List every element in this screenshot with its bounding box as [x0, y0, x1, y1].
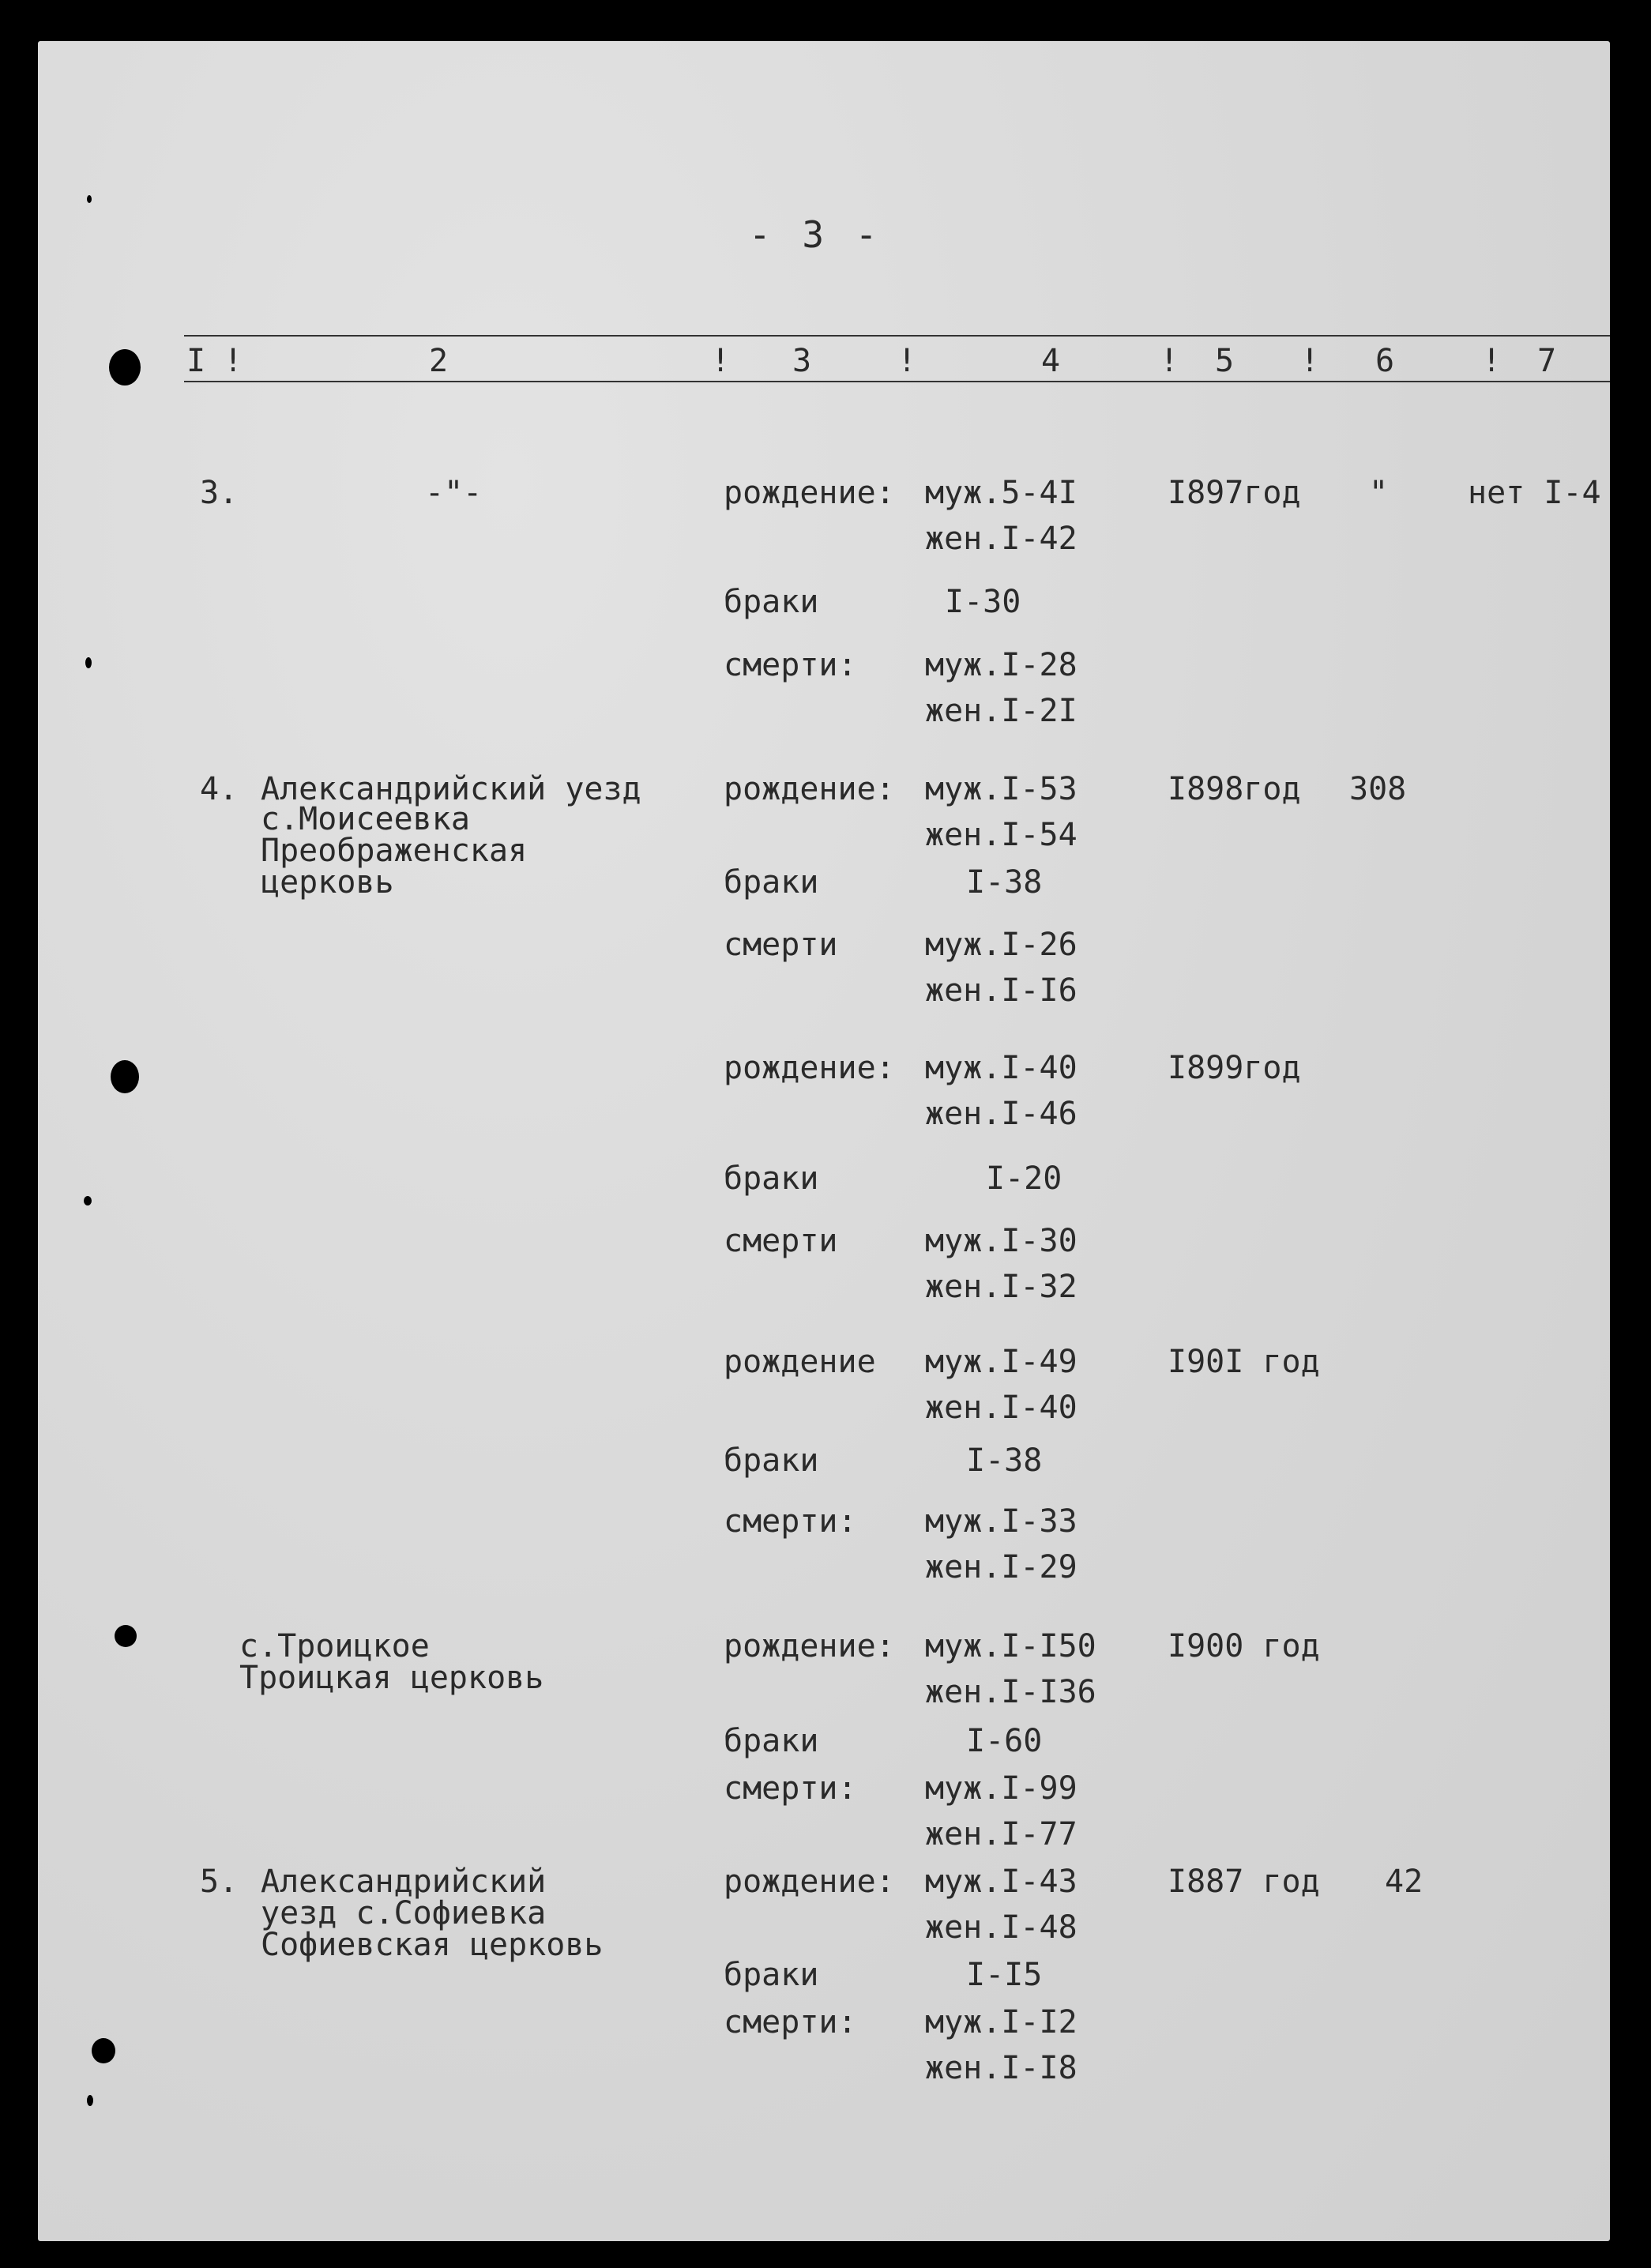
entry-3-birth-label: рождение:: [724, 475, 895, 511]
entry-4-1899-death-f: жен.I-32: [925, 1269, 1077, 1305]
entry-4-1901-death-m: муж.I-33: [925, 1503, 1077, 1540]
document-page: [38, 41, 1610, 2241]
punch-hole-mark: [92, 2038, 115, 2063]
entry-3-col7: нет I-4: [1468, 475, 1601, 511]
entry-4-1901-marr-label: браки: [724, 1442, 819, 1479]
punch-hole-mark: [87, 195, 92, 203]
entry-4-troitskoe-death-m: муж.I-99: [925, 1770, 1077, 1807]
entry-4-place-line2: с.Моисеевка: [261, 801, 470, 837]
punch-hole-mark: [115, 1625, 137, 1647]
header-sep: !: [711, 343, 731, 379]
entry-5-birth-m: муж.I-43: [925, 1864, 1077, 1900]
punch-hole-mark: [109, 349, 141, 386]
entry-3-col6: ": [1369, 475, 1389, 511]
entry-3-marr-val: I-30: [945, 584, 1021, 620]
entry-4-troitskoe-birth-label: рождение:: [724, 1628, 895, 1664]
entry-4-1898-birth-f: жен.I-54: [925, 817, 1077, 853]
entry-4-1899-death-m: муж.I-30: [925, 1223, 1077, 1259]
entry-3-number: 3.: [200, 475, 239, 511]
entry-4-1898-year: I898год: [1168, 771, 1301, 807]
header-sep: !: [224, 343, 243, 379]
punch-hole-mark: [84, 1196, 92, 1205]
entry-4-1898-col6: 308: [1349, 771, 1407, 807]
entry-3-birth-f: жен.I-42: [925, 521, 1077, 557]
entry-3-place: -"-: [425, 475, 483, 511]
entry-4-troitskoe-year: I900 год: [1168, 1628, 1320, 1664]
header-col-3: 3: [792, 343, 812, 379]
punch-hole-mark: [111, 1060, 139, 1093]
entry-3-death-label: смерти:: [724, 647, 857, 683]
entry-4-place-line1: Александрийский уезд: [261, 771, 641, 807]
entry-4-troitskoe-marr-label: браки: [724, 1723, 819, 1759]
entry-4-place-line4: церковь: [261, 864, 394, 901]
entry-4-1901-marr-val: I-38: [966, 1442, 1043, 1479]
entry-4-1899-birth-label: рождение:: [724, 1050, 895, 1086]
header-col-7: 7: [1537, 343, 1557, 379]
entry-5-marr-val: I-I5: [966, 1957, 1043, 1993]
entry-5-place-line1: Александрийский: [261, 1864, 547, 1900]
header-col-2: 2: [429, 343, 449, 379]
punch-hole-mark: [85, 657, 92, 668]
entry-4-troitskoe-marr-val: I-60: [966, 1723, 1043, 1759]
entry-3-death-m: муж.I-28: [925, 647, 1077, 683]
entry-4-troitskoe-birth-m: муж.I-I50: [925, 1628, 1096, 1664]
entry-4-1898-death-label: смерти: [724, 927, 838, 963]
entry-4-1898-birth-label: рождение:: [724, 771, 895, 807]
punch-hole-mark: [87, 2095, 93, 2106]
entry-5-col6: 42: [1385, 1864, 1423, 1900]
entry-5-birth-f: жен.I-48: [925, 1909, 1077, 1946]
entry-3-death-f: жен.I-2I: [925, 693, 1077, 729]
header-top-rule: [184, 335, 1610, 337]
entry-4-1901-death-f: жен.I-29: [925, 1549, 1077, 1585]
entry-3-marr-label: браки: [724, 584, 819, 620]
header-sep: !: [1160, 343, 1179, 379]
entry-4-1901-birth-f: жен.I-40: [925, 1390, 1077, 1426]
entry-5-death-label: смерти:: [724, 2004, 857, 2040]
entry-5-number: 5.: [200, 1864, 239, 1900]
entry-4-1901-birth-label: рождение: [724, 1344, 876, 1380]
header-sep: !: [1300, 343, 1320, 379]
entry-5-place-line2: уезд с.Софиевка: [261, 1895, 547, 1931]
header-col-5: 5: [1215, 343, 1235, 379]
entry-4-troitskoe-birth-f: жен.I-I36: [925, 1674, 1096, 1710]
entry-4-troitskoe-death-f: жен.I-77: [925, 1816, 1077, 1852]
header-col-1: I: [186, 343, 206, 379]
entry-5-birth-label: рождение:: [724, 1864, 895, 1900]
entry-4-1898-death-m: муж.I-26: [925, 927, 1077, 963]
entry-4-1899-marr-label: браки: [724, 1160, 819, 1197]
entry-4-troitskoe-place-line2: Троицкая церковь: [239, 1660, 544, 1696]
entry-4-1899-birth-m: муж.I-40: [925, 1050, 1077, 1086]
entry-5-marr-label: браки: [724, 1957, 819, 1993]
entry-5-place-line3: Софиевская церковь: [261, 1927, 604, 1963]
entry-4-1898-marr-val: I-38: [966, 864, 1043, 901]
entry-4-1899-year: I899год: [1168, 1050, 1301, 1086]
entry-5-year: I887 год: [1168, 1864, 1320, 1900]
entry-4-number: 4.: [200, 771, 239, 807]
entry-4-1899-death-label: смерти: [724, 1223, 838, 1259]
page-number: - 3 -: [749, 213, 882, 256]
entry-4-troitskoe-death-label: смерти:: [724, 1770, 857, 1807]
entry-4-1901-birth-m: муж.I-49: [925, 1344, 1077, 1380]
entry-5-death-m: муж.I-I2: [925, 2004, 1077, 2040]
entry-4-1898-birth-m: муж.I-53: [925, 771, 1077, 807]
entry-4-1898-death-f: жен.I-I6: [925, 972, 1077, 1009]
entry-4-1899-marr-val: I-20: [986, 1160, 1062, 1197]
entry-4-1901-year: I90I год: [1168, 1344, 1320, 1380]
entry-4-1899-birth-f: жен.I-46: [925, 1096, 1077, 1132]
header-col-6: 6: [1375, 343, 1395, 379]
entry-3-year: I897год: [1168, 475, 1301, 511]
entry-4-troitskoe-place-line1: с.Троицкое: [239, 1628, 430, 1664]
entry-5-death-f: жен.I-I8: [925, 2050, 1077, 2086]
header-sep: !: [1482, 343, 1502, 379]
header-sep: !: [897, 343, 917, 379]
header-col-4: 4: [1041, 343, 1061, 379]
header-bottom-rule: [184, 381, 1610, 382]
entry-4-1901-death-label: смерти:: [724, 1503, 857, 1540]
entry-4-place-line3: Преображенская: [261, 833, 528, 869]
entry-3-birth-m: муж.5-4I: [925, 475, 1077, 511]
entry-4-1898-marr-label: браки: [724, 864, 819, 901]
